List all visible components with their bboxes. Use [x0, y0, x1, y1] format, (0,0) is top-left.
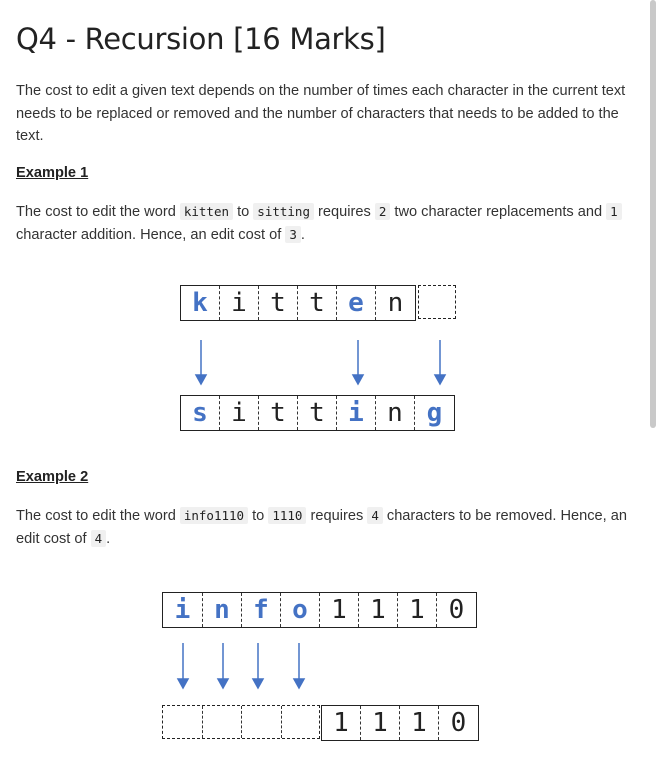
ex1-text: character addition. Hence, an edit cost of [16, 226, 286, 243]
char-cell: n [203, 593, 242, 627]
char-cell: t [298, 396, 337, 430]
char-cell: g [426, 398, 443, 428]
empty-slot-cell [282, 706, 319, 738]
arrow-head-icon [435, 375, 445, 384]
page-title: Q4 - Recursion [16 Marks] [16, 22, 386, 56]
ex1-code-1: 1 [606, 203, 622, 220]
ex2-text: characters to be removed. Hence, an edit cost of [16, 508, 628, 547]
ex1-code-2: 2 [375, 203, 391, 220]
char-cell: n [376, 396, 415, 430]
ex1-code-3: 3 [285, 226, 301, 243]
arrow-head-icon [294, 679, 304, 688]
ex2-text: . [106, 530, 111, 547]
char-cell: e [337, 286, 376, 320]
ex1-code-kitten: kitten [180, 203, 233, 220]
char-cell: i [220, 286, 259, 320]
char-cell: t [259, 396, 298, 430]
ex2-text: requires [306, 508, 368, 524]
arrow-head-icon [253, 679, 263, 688]
intro-paragraph: The cost to edit a given text depends on the number of times each character in the current text needs to be replaced or removed and the number of characters that needs to be added to the text. [16, 83, 626, 144]
ex1-text: requires [313, 204, 375, 220]
arrow-head-icon [196, 375, 206, 384]
char-cell: 1 [322, 706, 361, 740]
example1-heading: Example 1 [16, 165, 89, 181]
empty-slot-cell [203, 706, 242, 738]
ex1-text: two character replacements and [390, 204, 607, 220]
char-cell: i [337, 396, 376, 430]
char-cell: n [387, 288, 404, 318]
arrow-head-icon [218, 679, 228, 688]
example2-bottom-row [321, 705, 479, 741]
ex1-text: The cost to edit the word [16, 204, 180, 220]
char-cell: i [220, 396, 259, 430]
char-cell: 1 [359, 593, 398, 627]
removed-slots [162, 705, 320, 739]
example2-heading: Example 2 [16, 469, 89, 485]
ex2-code-4b: 4 [91, 530, 107, 547]
char-cell: f [242, 593, 281, 627]
char-cell: 0 [448, 595, 465, 625]
arrow-head-icon [353, 375, 363, 384]
char-cell: 0 [450, 708, 467, 738]
ex2-text: The cost to edit the word [16, 508, 180, 524]
ex2-code-info1110: info1110 [180, 507, 248, 524]
ex2-text: to [248, 508, 269, 524]
char-cell: 1 [320, 593, 359, 627]
char-cell: k [181, 286, 220, 320]
example1-bottom-row [180, 395, 455, 431]
empty-slot-cell [242, 706, 281, 738]
char-cell: t [259, 286, 298, 320]
arrow-head-icon [178, 679, 188, 688]
example2-top-row [162, 592, 477, 628]
char-cell: o [281, 593, 320, 627]
char-cell: s [181, 396, 220, 430]
ex2-code-1110: 1110 [268, 507, 306, 524]
char-cell: i [163, 593, 203, 627]
char-cell: t [298, 286, 337, 320]
ex1-code-sitting: sitting [253, 203, 314, 220]
char-cell: 1 [398, 593, 437, 627]
ex2-code-4: 4 [367, 507, 383, 524]
char-cell: 1 [400, 706, 439, 740]
ex1-text: . [300, 226, 305, 243]
vertical-scrollbar[interactable] [650, 0, 656, 428]
empty-slot-cell [163, 706, 203, 738]
ex1-text: to [233, 204, 254, 220]
char-cell: 1 [361, 706, 400, 740]
